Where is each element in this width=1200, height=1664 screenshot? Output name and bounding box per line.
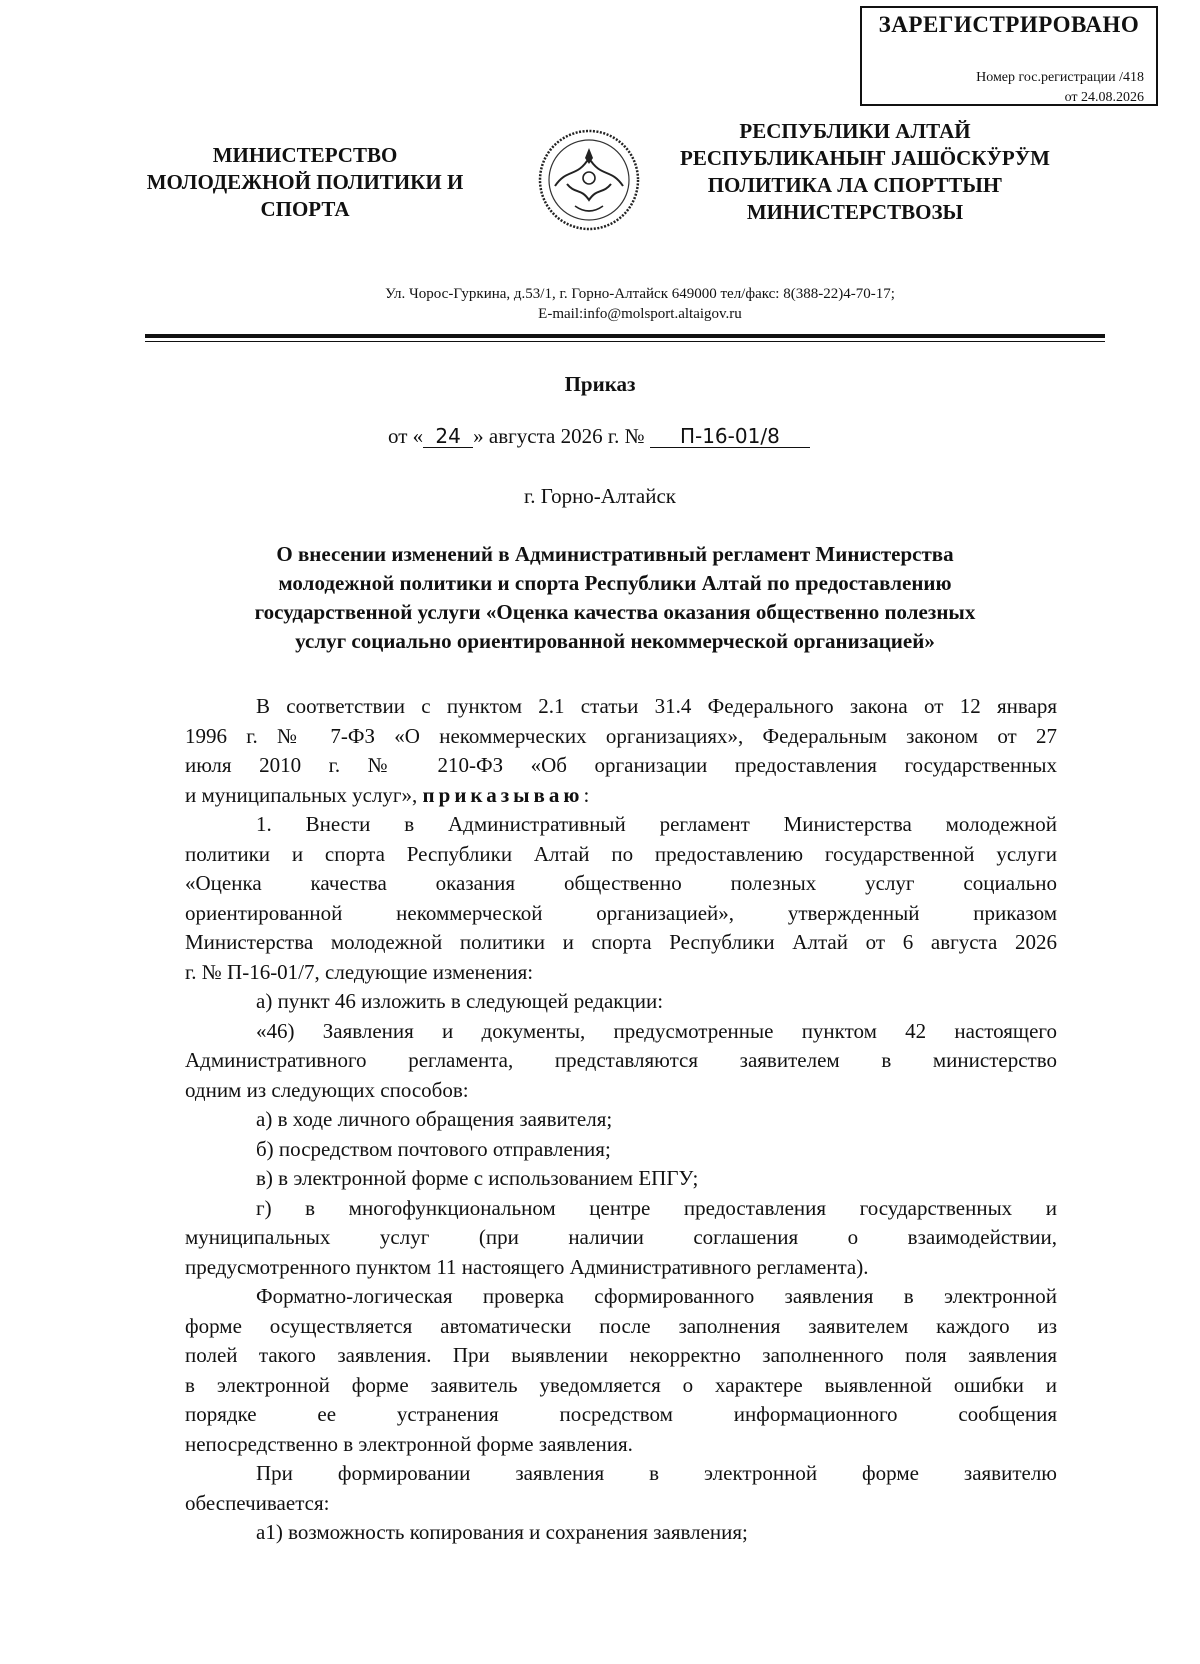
- order-body: [185, 692, 1057, 1548]
- body-line: Министерства молодежной политики и спорта Республики Алтай от 6 августа 2026: [185, 930, 1057, 954]
- body-line-text: и муниципальных услуг»,: [185, 782, 418, 807]
- body-line: В соответствии с пунктом 2.1 статьи 31.4 Федерального закона от 12 января: [256, 694, 1057, 718]
- body-line: а) в ходе личного обращения заявителя;: [256, 1107, 613, 1131]
- address-line: Ул. Чорос-Гуркина, д.53/1, г. Горно-Алтайск 649000 тел/факс: 8(388-22)4-70-17;: [385, 286, 895, 302]
- body-line: порядке ее устранения посредством информационного сообщения: [185, 1402, 1057, 1426]
- email-line: E-mail:info@molsport.altaigov.ru: [538, 306, 742, 322]
- header-divider-thick: [145, 334, 1105, 338]
- body-line: июля 2010 г. № 210-ФЗ «Об организации предоставления государственных: [185, 753, 1057, 777]
- coat-of-arms-icon: [537, 128, 641, 232]
- body-line: б) посредством почтового отправления;: [256, 1136, 611, 1161]
- ministry-name-ru: [110, 142, 500, 223]
- body-line: г) в многофункциональном центре предоставления государственных и: [256, 1195, 1057, 1220]
- header-right-line: РЕСПУБЛИКИ АЛТАЙ: [739, 119, 971, 143]
- date-day: 24: [423, 425, 473, 448]
- body-line: в) в электронной форме с использованием ЕПГУ;: [256, 1166, 699, 1190]
- title-line: государственной услуги «Оценка качества оказания общественно полезных: [254, 600, 976, 624]
- ministry-name-alt: [680, 118, 1050, 226]
- title-line: услуг социально ориентированной некоммерческой организацией»: [295, 629, 935, 653]
- body-line: полей такого заявления. При выявлении некорректно заполненного поля заявления: [185, 1343, 1057, 1367]
- body-line: 1. Внести в Административный регламент Министерства молодежной: [256, 812, 1057, 836]
- body-line: ориентированной некоммерческой организацией», утвержденный приказом: [185, 900, 1057, 925]
- registration-stamp: [860, 6, 1158, 106]
- body-line: одним из следующих способов:: [185, 1077, 469, 1102]
- header-right-line: РЕСПУБЛИКАНЫҤ ЈАШӦСКӰРӰМ: [680, 146, 1050, 170]
- stamp-reg-number: Номер гос.регистрации /418: [976, 70, 1144, 85]
- stamp-title: ЗАРЕГИСТРИРОВАНО: [878, 12, 1140, 37]
- title-line: молодежной политики и спорта Республики Алтай по предоставлению: [278, 571, 952, 595]
- body-line: «Оценка качества оказания общественно полезных услуг социально: [185, 871, 1057, 895]
- body-line: а1) возможность копирования и сохранения заявления;: [256, 1520, 748, 1544]
- body-line-order: [185, 781, 1057, 811]
- header-right-line: МИНИСТЕРСТВОЗЫ: [746, 200, 964, 224]
- body-line: При формировании заявления в электронной форме заявителю: [256, 1461, 1057, 1485]
- body-line: а) пункт 46 изложить в следующей редакции:: [256, 989, 664, 1013]
- order-word: приказываю: [422, 782, 584, 807]
- title-line: О внесении изменений в Административный регламент Министерства: [276, 542, 954, 566]
- header-divider-thin: [145, 341, 1105, 342]
- header-left-line: МОЛОДЕЖНОЙ ПОЛИТИКИ И: [146, 170, 464, 194]
- body-line: предусмотренного пунктом 11 настоящего Административного регламента).: [185, 1254, 869, 1279]
- city: г. Горно-Алтайск: [524, 484, 676, 508]
- body-line: Административного регламента, представляются заявителем в министерство: [185, 1048, 1057, 1072]
- body-line: «46) Заявления и документы, предусмотренные пунктом 42 настоящего: [256, 1018, 1057, 1043]
- body-line: в электронной форме заявитель уведомляется о характере выявленной ошибки и: [185, 1372, 1057, 1397]
- body-line: политики и спорта Республики Алтай по предоставлению государственной услуги: [185, 841, 1057, 866]
- body-line: непосредственно в электронной форме заявления.: [185, 1431, 633, 1456]
- body-line: г. № П-16-01/7, следующие изменения:: [185, 959, 534, 984]
- date-prefix: от «: [388, 424, 424, 448]
- body-line: муниципальных услуг (при наличии соглашения о взаимодействии,: [185, 1225, 1057, 1249]
- order-word-suffix: :: [583, 782, 590, 807]
- body-line: обеспечивается:: [185, 1490, 330, 1515]
- order-date-line: [388, 424, 810, 449]
- header-left-line: МИНИСТЕРСТВО: [212, 143, 398, 167]
- document-type: Приказ: [564, 372, 636, 396]
- stamp-reg-date: от 24.08.2026: [1064, 90, 1144, 105]
- body-line: Форматно-логическая проверка сформированного заявления в электронной: [256, 1284, 1057, 1308]
- body-line: форме осуществляется автоматически после заполнения заявителем каждого из: [185, 1313, 1057, 1338]
- order-title: [180, 540, 1050, 656]
- header-right-line: ПОЛИТИКА ЛА СПОРТТЫҤ: [707, 173, 1003, 197]
- order-number: П-16-01/8: [650, 425, 810, 448]
- body-line: 1996 г. № 7-ФЗ «О некоммерческих организациях», Федеральным законом от 27: [185, 723, 1057, 748]
- header-left-line: СПОРТА: [260, 197, 350, 221]
- date-middle: » августа 2026 г. №: [473, 424, 645, 448]
